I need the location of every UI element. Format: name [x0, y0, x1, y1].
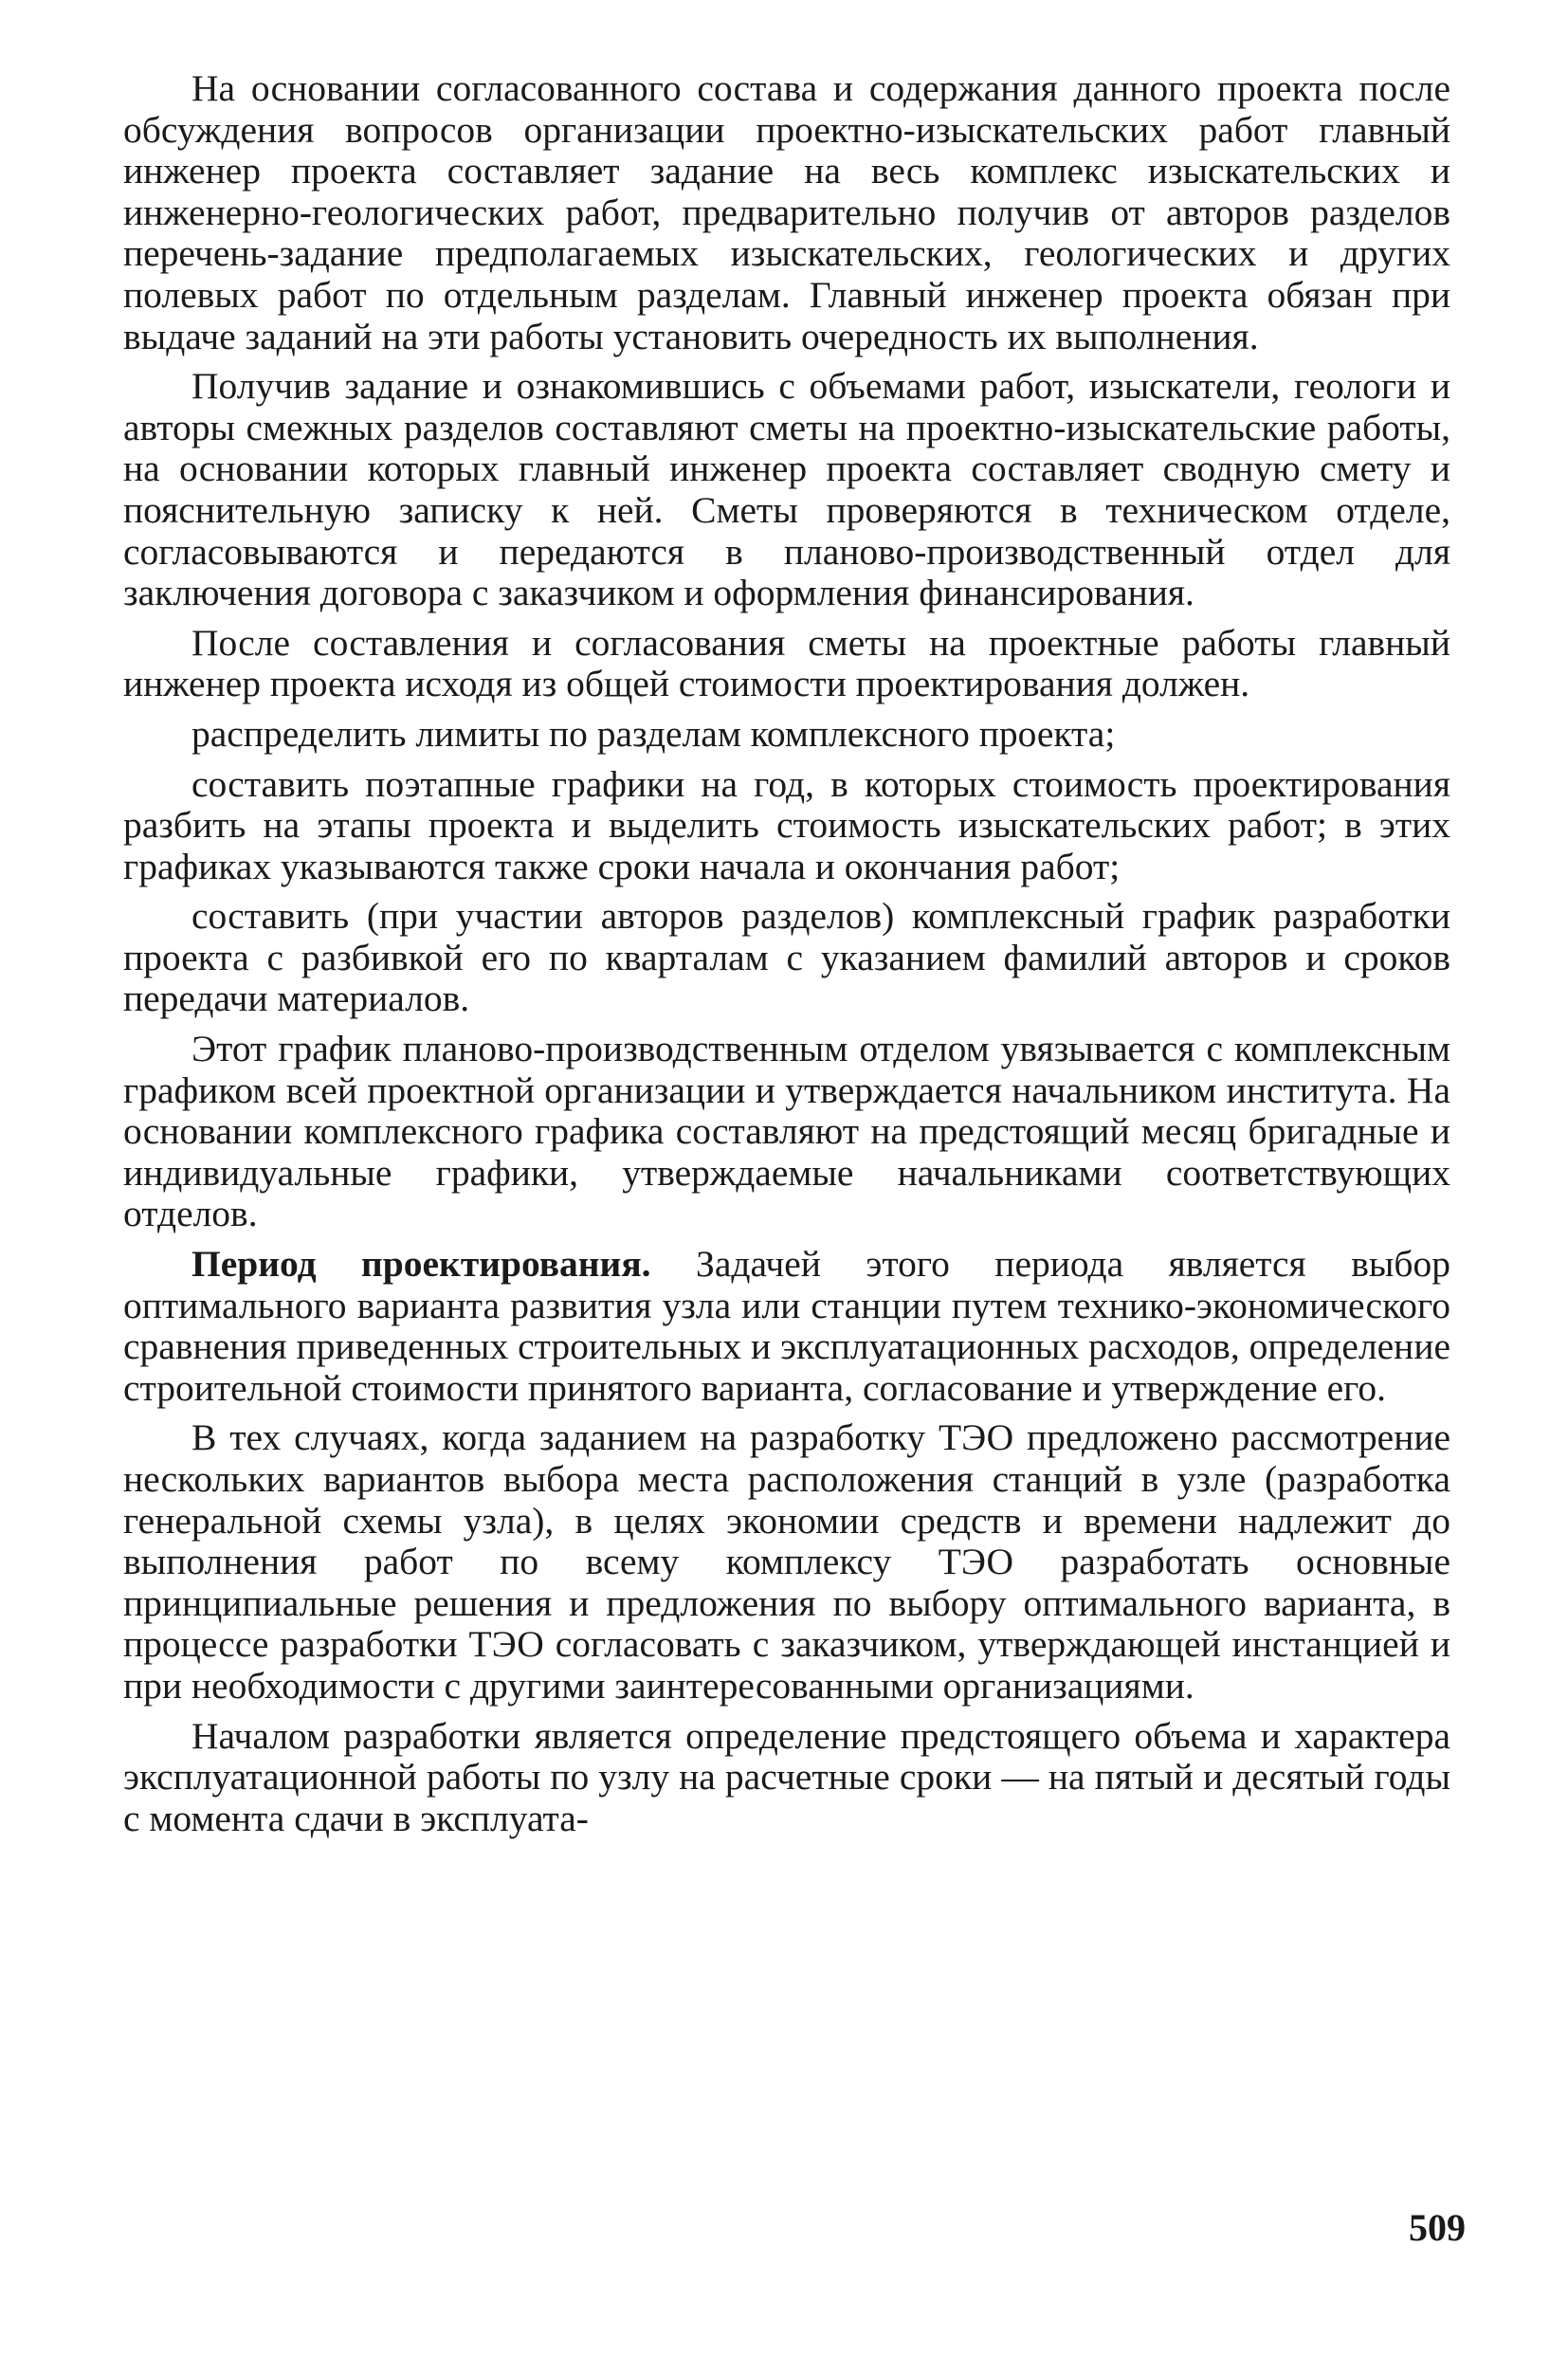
paragraph-1	[123, 68, 1450, 357]
list-item-limits	[123, 714, 1450, 756]
paragraph-7	[123, 1029, 1450, 1235]
paragraph-3	[123, 623, 1450, 705]
paragraph-10-text: Началом разработки является определение предстоящего объема и характера эксплуатационной работы по узлу на расчетные сроки — на пятый и десятый годы с момента сдачи в эксплуата-	[123, 1714, 1450, 1839]
paragraph-design-period	[123, 1244, 1450, 1409]
paragraph-7-text: Этот график планово-производственным отделом увязывается с комплексным графиком всей проектной организации и утверждается начальником института. На основании комплексного графика составляют на предстоящий месяц бригадные и индивидуальные графики, утверждаемые начальниками соответствующих отделов.	[123, 1028, 1450, 1235]
paragraph-1-text: На основании согласованного состава и содержания данного проекта после обсуждения вопросов организации проектно-изыскательских работ главный инженер проекта составляет задание на весь комплекс изыскательских и инженерно-геологических работ, предварительно получив от авторов разделов перечень-задание предполагаемых изыскательских, геологических и других полевых работ по отдельным разделам. Главный инженер проекта обязан при выдаче заданий на эти работы установить очередность их выполнения.	[123, 67, 1450, 357]
paragraph-design-period-text: Задачей этого периода является выбор оптимального варианта развития узла или станции путем технико-экономического сравнения приведенных строительных и эксплуатационных расходов, определение строительной стоимости принятого варианта, согласование и утверждение его.	[123, 1243, 1450, 1409]
list-item-schedules	[123, 764, 1450, 888]
list-item-limits-text: распределить лимиты по разделам комплексного проекта;	[191, 712, 1116, 755]
section-heading-design-period: Период проектирования.	[191, 1243, 651, 1286]
paragraph-9	[123, 1417, 1450, 1707]
paragraph-9-text: В тех случаях, когда заданием на разработку ТЭО предложено рассмотрение нескольких вариантов выбора места расположения станций в узле (разработка генеральной схемы узла), в целях экономии средств и времени надлежит до выполнения работ по всему комплексу ТЭО разработать основные принципиальные решения и предложения по выбору оптимального варианта, в процессе разработки ТЭО согласовать с заказчиком, утверждающей инстанцией и при необходимости с другими заинтересованными организациями.	[123, 1416, 1450, 1707]
paragraph-2	[123, 366, 1450, 614]
paragraph-10	[123, 1716, 1450, 1840]
paragraph-3-text: После составления и согласования сметы на проектные работы главный инженер проекта исходя из общей стоимости проектирования должен.	[123, 621, 1450, 705]
page-number: 509	[1409, 2206, 1466, 2249]
paragraph-2-text: Получив задание и ознакомившись с объемами работ, изыскатели, геологи и авторы смежных разделов составляют сметы на проектно-изыскательские работы, на основании которых главный инженер проекта составляет сводную смету и пояснительную записку к ней. Сметы проверяются в техническом отделе, согласовываются и передаются в планово-производственный отдел для заключения договора с заказчиком и оформления финансирования.	[123, 365, 1450, 614]
list-item-complex-schedule-text: составить (при участии авторов разделов) комплексный график разработки проекта с разбивкой его по кварталам с указанием фамилий авторов и сроков передачи материалов.	[123, 895, 1450, 1020]
page-body	[123, 68, 1450, 1848]
list-item-schedules-text: составить поэтапные графики на год, в которых стоимость проектирования разбить на этапы проекта и выделить стоимость изыскательских работ; в этих графиках указываются также сроки начала и окончания работ;	[123, 762, 1450, 887]
list-item-complex-schedule	[123, 896, 1450, 1020]
